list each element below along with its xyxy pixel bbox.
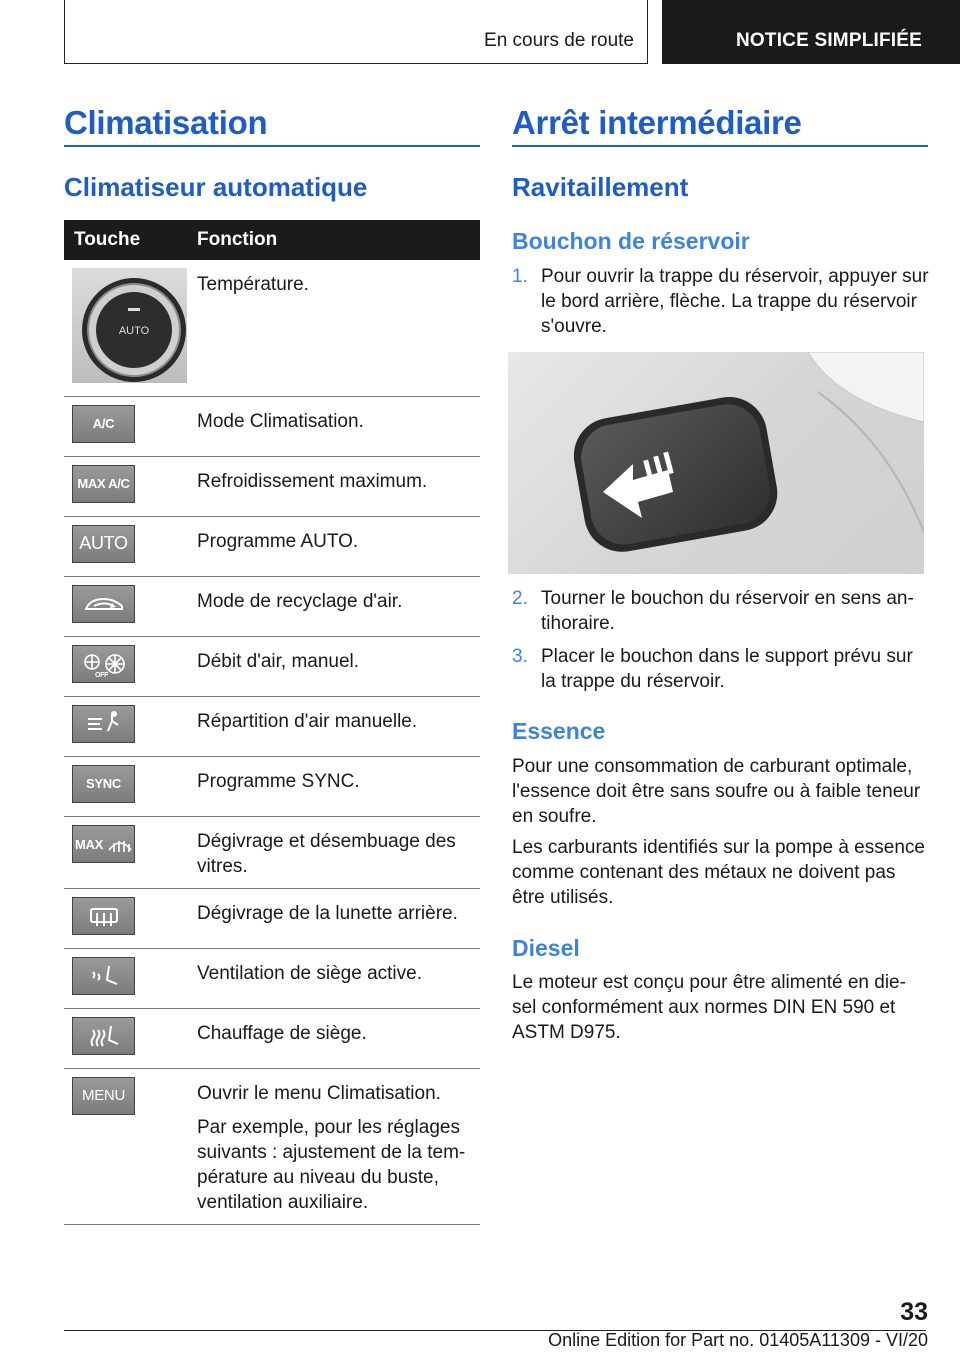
title-rule-left xyxy=(64,145,480,147)
table-row xyxy=(64,756,480,816)
header-section-title: En cours de route xyxy=(484,30,634,51)
sync-button-icon: SYNC xyxy=(72,765,135,803)
steps-list-a xyxy=(512,264,931,339)
table-row xyxy=(64,576,480,636)
table-row xyxy=(64,888,480,948)
table-row xyxy=(64,456,480,516)
header-badge: NOTICE SIMPLIFIÉE xyxy=(662,0,960,64)
page-title-right: Arrêt intermédiaire xyxy=(512,104,802,141)
function-cell xyxy=(187,1008,480,1068)
essence-paragraph-1: Pour une consommation de carburant optimale, l'essence doit être sans soufre ou à faible teneur en soufre. xyxy=(512,756,921,827)
page-title-left: Climatisation xyxy=(64,104,268,141)
col-header-fonction: Fonction xyxy=(187,220,480,260)
temperature-knob-icon xyxy=(72,268,187,383)
step-item xyxy=(512,644,931,694)
function-text: Refroidissement maximum. xyxy=(197,470,428,492)
auto-button-icon: AUTO xyxy=(72,525,135,563)
key-cell xyxy=(64,756,187,816)
function-cell xyxy=(187,756,480,816)
page-number: 33 xyxy=(900,1298,928,1326)
function-text: Mode de recyclage d'air. xyxy=(197,590,403,612)
table-row xyxy=(64,260,480,396)
function-text: Dégivrage de la lunette arrière. xyxy=(197,902,458,924)
function-cell xyxy=(187,696,480,756)
step-text: Tourner le bouchon du réservoir en sens an- tihoraire. xyxy=(541,588,914,634)
key-cell xyxy=(64,260,187,396)
function-cell xyxy=(187,456,480,516)
key-cell xyxy=(64,576,187,636)
menu-button-icon: MENU xyxy=(72,1077,135,1115)
max-ac-button-icon: MAX A/C xyxy=(72,465,135,503)
key-cell xyxy=(64,516,187,576)
rear-defrost-icon xyxy=(72,897,135,935)
table-row xyxy=(64,636,480,696)
key-cell xyxy=(64,948,187,1008)
essence-paragraph-2: Les carburants identifiés sur la pompe à essence comme contenant des métaux ne doivent pas être utilisés. xyxy=(512,837,925,908)
function-cell xyxy=(187,948,480,1008)
table-row xyxy=(64,1068,480,1224)
function-text: Chauffage de siège. xyxy=(197,1022,367,1044)
subheading-bouchon: Bouchon de réservoir xyxy=(512,228,750,254)
recirculation-icon xyxy=(72,585,135,623)
max-defrost-icon xyxy=(72,825,135,863)
key-cell xyxy=(64,1068,187,1224)
function-text: Dégivrage et désembuage des vitres. xyxy=(197,830,456,877)
table-row xyxy=(64,816,480,888)
key-cell xyxy=(64,816,187,888)
svg-text:OFF: OFF xyxy=(94,671,108,678)
seat-heating-icon xyxy=(72,1017,135,1055)
ac-button-icon: A/C xyxy=(72,405,135,443)
key-cell xyxy=(64,396,187,456)
key-cell xyxy=(64,1008,187,1068)
step-item xyxy=(512,586,931,636)
function-text: Température. xyxy=(197,274,309,295)
function-cell xyxy=(187,576,480,636)
svg-text:MAX: MAX xyxy=(74,836,103,852)
section-heading-climatiseur: Climatiseur automatique xyxy=(64,172,368,202)
step-item xyxy=(512,264,931,339)
step-number: 2. xyxy=(512,588,528,609)
function-text: Ouvrir le menu Climatisation. xyxy=(197,1082,441,1104)
title-rule-right xyxy=(512,145,928,147)
fuel-flap-illustration xyxy=(508,352,924,574)
air-distribution-icon xyxy=(72,705,135,743)
col-header-touche: Touche xyxy=(64,220,187,260)
function-text: Programme AUTO. xyxy=(197,530,359,552)
controls-table xyxy=(64,220,480,1225)
key-cell xyxy=(64,888,187,948)
fuel-flap-photo xyxy=(508,352,924,574)
function-text: Ventilation de siège active. xyxy=(197,962,422,984)
function-cell xyxy=(187,888,480,948)
subheading-diesel: Diesel xyxy=(512,935,580,961)
function-text: Débit d'air, manuel. xyxy=(197,650,360,672)
step-number: 1. xyxy=(512,266,528,287)
step-text: Placer le bouchon dans le support prévu sur la trappe du réservoir. xyxy=(541,646,913,692)
key-cell xyxy=(64,696,187,756)
function-cell xyxy=(187,636,480,696)
step-text: Pour ouvrir la trappe du réservoir, appuyer sur le bord arrière, flèche. La trappe du réservoir s'ouvre. xyxy=(541,266,929,337)
table-row xyxy=(64,696,480,756)
footer-edition: Online Edition for Part no. 01405A11309 - VI/20 xyxy=(548,1330,928,1350)
function-cell xyxy=(187,396,480,456)
table-row xyxy=(64,948,480,1008)
fan-speed-icon xyxy=(72,645,135,683)
step-number: 3. xyxy=(512,646,528,667)
knob-label: AUTO xyxy=(118,325,150,337)
function-cell xyxy=(187,1068,480,1224)
table-row xyxy=(64,396,480,456)
key-cell xyxy=(64,456,187,516)
function-text: Programme SYNC. xyxy=(197,770,360,792)
function-text: Mode Climatisation. xyxy=(197,410,364,432)
function-text: Par exemple, pour les réglages suivants : ajustement de la tem- pérature au niveau du buste, ventilation auxiliaire. xyxy=(197,1116,466,1213)
function-text: Répartition d'air manuelle. xyxy=(197,710,418,732)
table-row xyxy=(64,516,480,576)
table-row xyxy=(64,1008,480,1068)
key-cell xyxy=(64,636,187,696)
diesel-paragraph: Le moteur est conçu pour être alimenté en die- sel conformément aux normes DIN EN 590 et ASTM D975. xyxy=(512,972,906,1043)
function-cell xyxy=(187,816,480,888)
section-heading-ravitaillement: Ravitaillement xyxy=(512,172,689,202)
steps-list-b xyxy=(512,586,931,702)
function-cell xyxy=(187,260,480,396)
function-cell xyxy=(187,516,480,576)
subheading-essence: Essence xyxy=(512,718,606,744)
seat-ventilation-icon xyxy=(72,957,135,995)
